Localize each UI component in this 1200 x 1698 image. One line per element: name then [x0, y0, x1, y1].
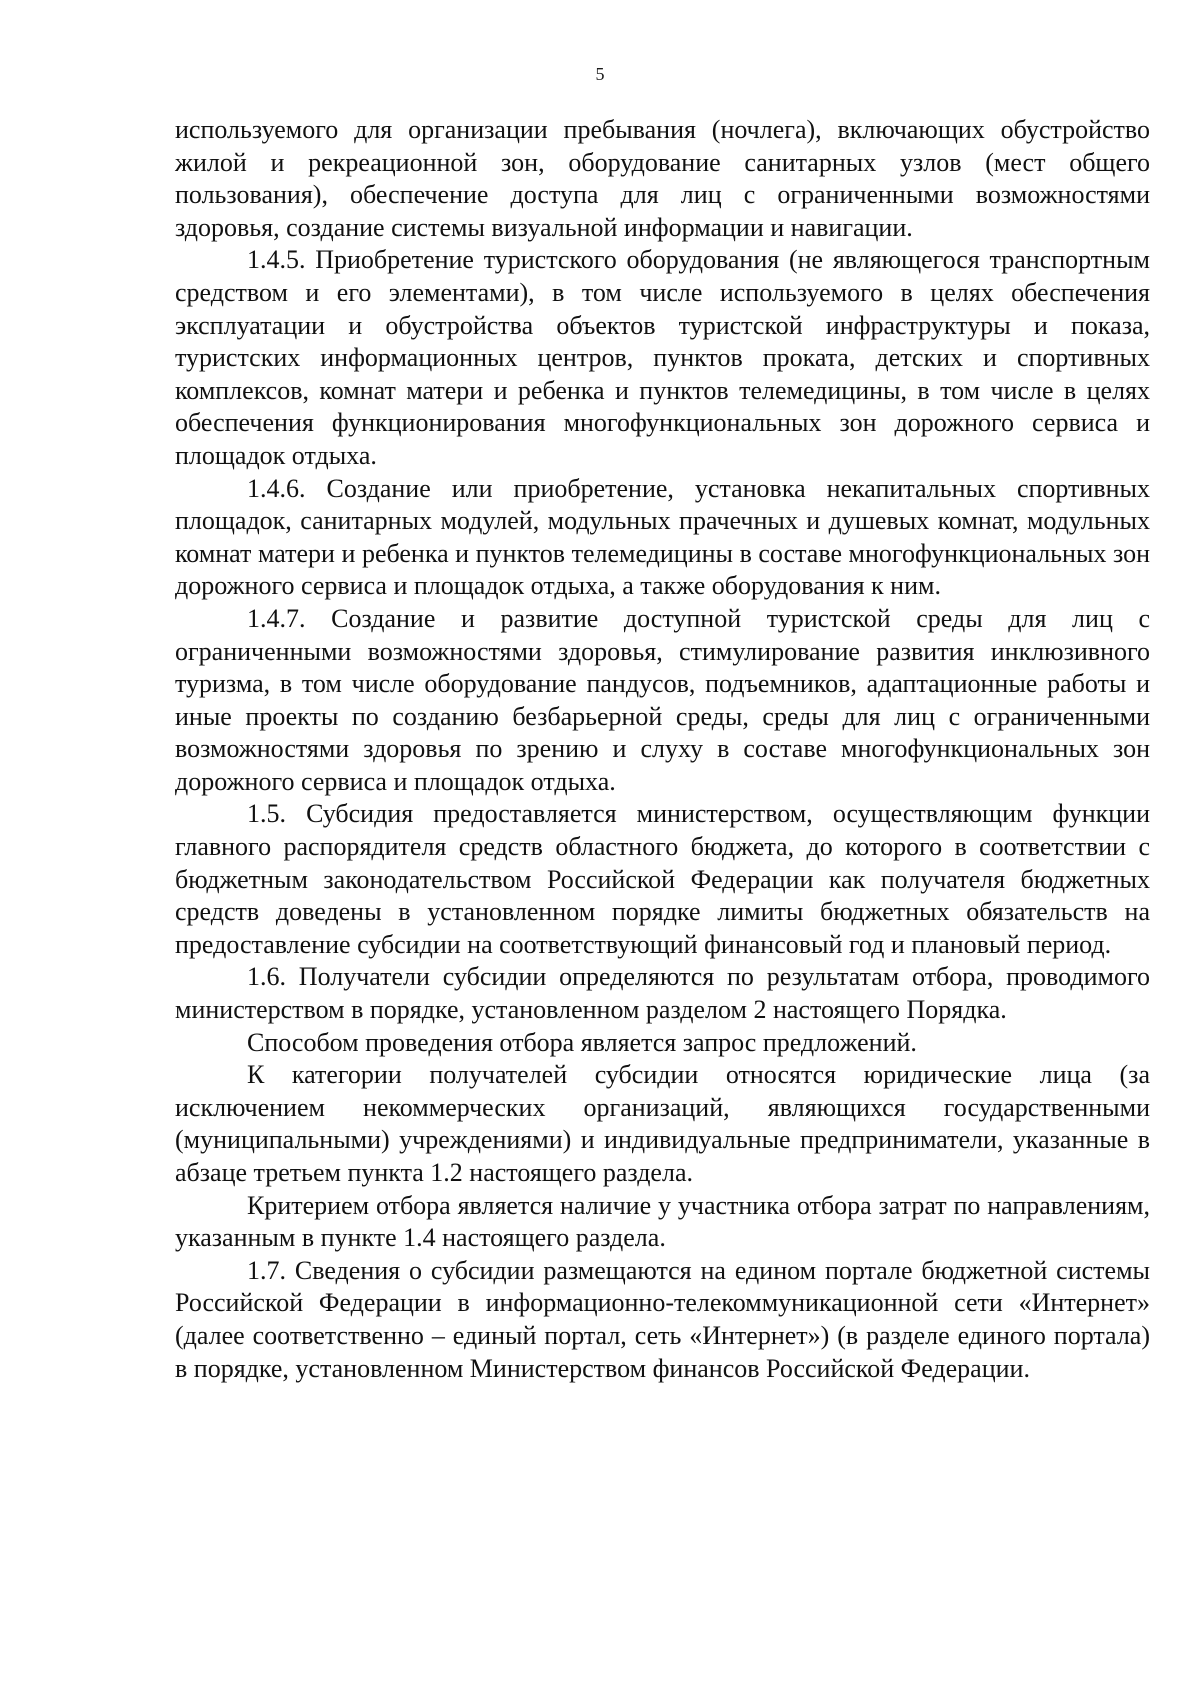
- paragraph-recipient-category: К категории получателей субсидии относятся юридические лица (за исключением некоммерческих организаций, являющихся государственными (муниципальными) учреждениями) и индивидуальные предприниматели, указанные в абзаце третьем пункта 1.2 настоящего раздела.: [175, 1060, 1150, 1187]
- page-number: 5: [595, 64, 605, 84]
- paragraph-selection-criterion: Критерием отбора является наличие у участника отбора затрат по направлениям, указанным в пункте 1.4 настоящего раздела.: [175, 1190, 1150, 1253]
- paragraph-1-4-7: 1.4.7. Создание и развитие доступной туристской среды для лиц с ограниченными возможностями здоровья, стимулирование развития инклюзивного туризма, в том числе оборудование пандусов, подъемников, адаптационные работы и иные проекты по созданию безбарьерной среды, среды для лиц с ограниченными возможностями здоровья по зрению и слуху в составе многофункциональных зон дорожного сервиса и площадок отдыха.: [175, 603, 1150, 796]
- document-body: [175, 114, 1150, 1385]
- paragraph-selection-method: Способом проведения отбора является запрос предложений.: [247, 1027, 917, 1057]
- paragraph-1-7: 1.7. Сведения о субсидии размещаются на едином портале бюджетной системы Российской Федерации в информационно-телекоммуникационной сети «Интернет» (далее соответственно – единый портал, сеть «Интернет») (в разделе единого портала) в порядке, установленном Министерством финансов Российской Федерации.: [175, 1255, 1150, 1383]
- paragraph-1-4-5: 1.4.5. Приобретение туристского оборудования (не являющегося транспортным средством и его элементами), в том числе используемого в целях обеспечения эксплуатации и обустройства объектов туристской инфраструктуры и показа, туристских информационных центров, пунктов проката, детских и спортивных комплексов, комнат матери и ребенка и пунктов телемедицины, в том числе в целях обеспечения функционирования многофункциональных зон дорожного сервиса и площадок отдыха.: [175, 245, 1150, 470]
- paragraph-continuation: используемого для организации пребывания (ночлега), включающих обустройство жилой и рекреационной зон, оборудование санитарных узлов (мест общего пользования), обеспечение доступа для лиц с ограниченными возможностями здоровья, создание системы визуальной информации и навигации.: [175, 115, 1150, 242]
- paragraph-1-6: 1.6. Получатели субсидии определяются по результатам отбора, проводимого министерством в порядке, установленном разделом 2 настоящего Порядка.: [175, 962, 1150, 1025]
- paragraph-1-5: 1.5. Субсидия предоставляется министерством, осуществляющим функции главного распорядителя средств областного бюджета, до которого в соответствии с бюджетным законодательством Российской Федерации как получателя бюджетных средств доведены в установленном порядке лимиты бюджетных обязательств на предоставление субсидии на соответствующий финансовый год и плановый период.: [175, 799, 1150, 959]
- paragraph-1-4-6: 1.4.6. Создание или приобретение, установка некапитальных спортивных площадок, санитарных модулей, модульных прачечных и душевых комнат, модульных комнат матери и ребенка и пунктов телемедицины в составе многофункциональных зон дорожного сервиса и площадок отдыха, а также оборудования к ним.: [175, 473, 1150, 601]
